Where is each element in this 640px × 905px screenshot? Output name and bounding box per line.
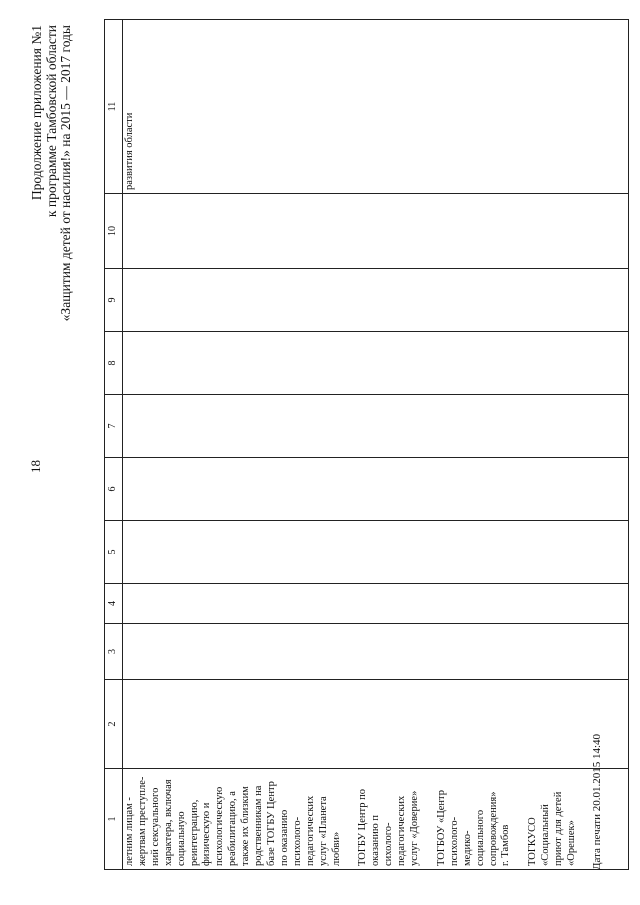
text-line: физическую и	[201, 802, 213, 866]
text-line: услуг «Доверие»	[409, 790, 421, 866]
text-line: жертвам преступле-	[136, 776, 148, 866]
col-number-10: 10	[105, 194, 123, 269]
text-line: услуг «Планета	[317, 796, 329, 866]
col-number-6: 6	[105, 458, 123, 521]
table-cell	[123, 584, 629, 624]
text-line: реабилитацию, а	[227, 791, 239, 866]
table-cell	[123, 194, 629, 269]
text-line: летним лицам -	[124, 797, 135, 866]
col-number-1: 1	[105, 769, 123, 870]
measure-block-3	[436, 772, 513, 866]
program-table	[104, 19, 629, 870]
page-number: 18	[28, 460, 43, 473]
col-number-11: 11	[105, 20, 123, 194]
table-cell	[123, 332, 629, 395]
print-date: Дата печати 20.01.2015 14:40	[591, 733, 603, 870]
measure-block-1	[124, 772, 343, 866]
measure-block-4	[527, 772, 579, 866]
text-line: любви»	[330, 831, 342, 866]
text-line: педагогических	[304, 795, 316, 866]
document-header	[30, 25, 74, 395]
measure-description-cell	[123, 769, 629, 870]
table-cell	[123, 624, 629, 680]
text-line: медико-	[461, 830, 473, 866]
text-line: ТОГБУ Центр по	[357, 789, 369, 866]
header-line-2: к программе Тамбовской области	[43, 25, 59, 218]
text-line: «Орешек»	[566, 820, 578, 866]
text-line: по оказанию	[278, 809, 290, 866]
text-line: базе ТОГБУ Центр	[265, 781, 277, 866]
text-line: ний сексуального	[149, 787, 161, 866]
text-line: реинтеграцию,	[188, 799, 200, 866]
text-line: родственникам на	[253, 785, 265, 866]
table-cell	[123, 680, 629, 769]
col-number-5: 5	[105, 521, 123, 584]
text-line: ТОГКУСО	[527, 817, 539, 866]
text-line: также их близким	[240, 786, 252, 866]
text-line: приют для детей	[553, 791, 565, 866]
text-line: психолого-	[448, 816, 460, 866]
header-line-1: Продолжение приложения №1	[29, 25, 44, 201]
text-line: «Социальный	[540, 804, 552, 866]
table-cell	[123, 458, 629, 521]
table-cell	[123, 269, 629, 332]
table-cell	[123, 521, 629, 584]
performer-cell: развития области	[123, 20, 629, 194]
text-line: психолого-	[291, 816, 303, 866]
text-line: сихолого-	[383, 822, 395, 866]
header-line-3: «Защитим детей от насилия!» на 2015 — 2017 годы	[58, 25, 73, 322]
text-line: г. Тамбов	[500, 824, 512, 866]
col-number-3: 3	[105, 624, 123, 680]
col-number-7: 7	[105, 395, 123, 458]
text-line: педагогических	[396, 795, 408, 866]
text-line: социального	[474, 809, 486, 866]
column-number-row	[105, 20, 123, 870]
col-number-8: 8	[105, 332, 123, 395]
measure-block-2	[357, 772, 422, 866]
text-line: психологическую	[214, 786, 226, 866]
col-number-4: 4	[105, 584, 123, 624]
text-line: характера, включая	[162, 779, 174, 866]
text-line: социальную	[175, 811, 187, 866]
col-number-2: 2	[105, 680, 123, 769]
table-row	[123, 20, 629, 870]
text-line: ТОГБОУ «Центр	[435, 789, 447, 866]
col-number-9: 9	[105, 269, 123, 332]
table-cell	[123, 395, 629, 458]
text-line: оказанию п	[370, 815, 382, 866]
text-line: сопровождения»	[487, 791, 499, 866]
